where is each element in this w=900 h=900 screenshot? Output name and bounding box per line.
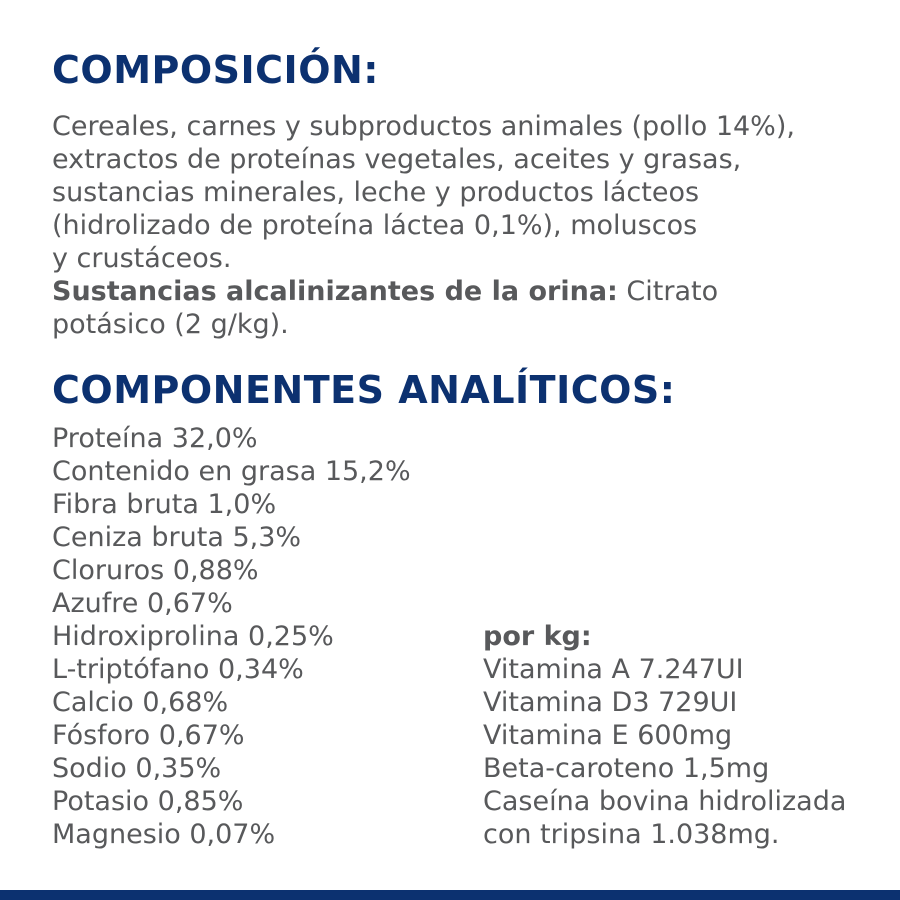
composition-heading: COMPOSICIÓN: (52, 48, 379, 92)
analytical-item: Proteína 32,0% (52, 423, 258, 454)
analytical-item: Fibra bruta 1,0% (52, 489, 277, 520)
analytical-item: Contenido en grasa 15,2% (52, 456, 411, 487)
per-kg-item: con tripsina 1.038mg. (483, 819, 780, 850)
analytical-list (52, 422, 411, 851)
analytical-item: Calcio 0,68% (52, 687, 229, 718)
per-kg-item: Vitamina D3 729UI (483, 687, 738, 718)
composition-line: Cereales, carnes y subproductos animales (pollo 14%), (52, 111, 795, 142)
additive-line (52, 275, 892, 308)
analytical-item: Hidroxiprolina 0,25% (52, 621, 334, 652)
composition-paragraph (52, 110, 892, 341)
per-kg-item: Beta-caroteno 1,5mg (483, 753, 770, 784)
analytical-item: Cloruros 0,88% (52, 555, 259, 586)
additive-text: Citrato (617, 276, 719, 307)
per-kg-item: Vitamina A 7.247UI (483, 654, 744, 685)
composition-line: y crustáceos. (52, 243, 232, 274)
per-kg-item: Caseína bovina hidrolizada (483, 786, 847, 817)
additive-label: Sustancias alcalinizantes de la orina: (52, 276, 618, 307)
analytical-item: Sodio 0,35% (52, 753, 222, 784)
bottom-bar (0, 890, 900, 900)
composition-line: sustancias minerales, leche y productos lácteos (52, 177, 700, 208)
composition-line: (hidrolizado de proteína láctea 0,1%), moluscos (52, 210, 698, 241)
composition-line: extractos de proteínas vegetales, aceites y grasas, (52, 144, 742, 175)
per-kg-label: por kg: (483, 621, 592, 652)
analytical-item: Fósforo 0,67% (52, 720, 245, 751)
per-kg-item: Vitamina E 600mg (483, 720, 733, 751)
additive-line-2: potásico (2 g/kg). (52, 309, 289, 340)
analytical-item: Potasio 0,85% (52, 786, 244, 817)
analytical-heading: COMPONENTES ANALÍTICOS: (52, 368, 676, 412)
analytical-item: L-triptófano 0,34% (52, 654, 304, 685)
per-kg-list (483, 620, 846, 851)
analytical-item: Magnesio 0,07% (52, 819, 276, 850)
analytical-item: Azufre 0,67% (52, 588, 233, 619)
analytical-item: Ceniza bruta 5,3% (52, 522, 302, 553)
